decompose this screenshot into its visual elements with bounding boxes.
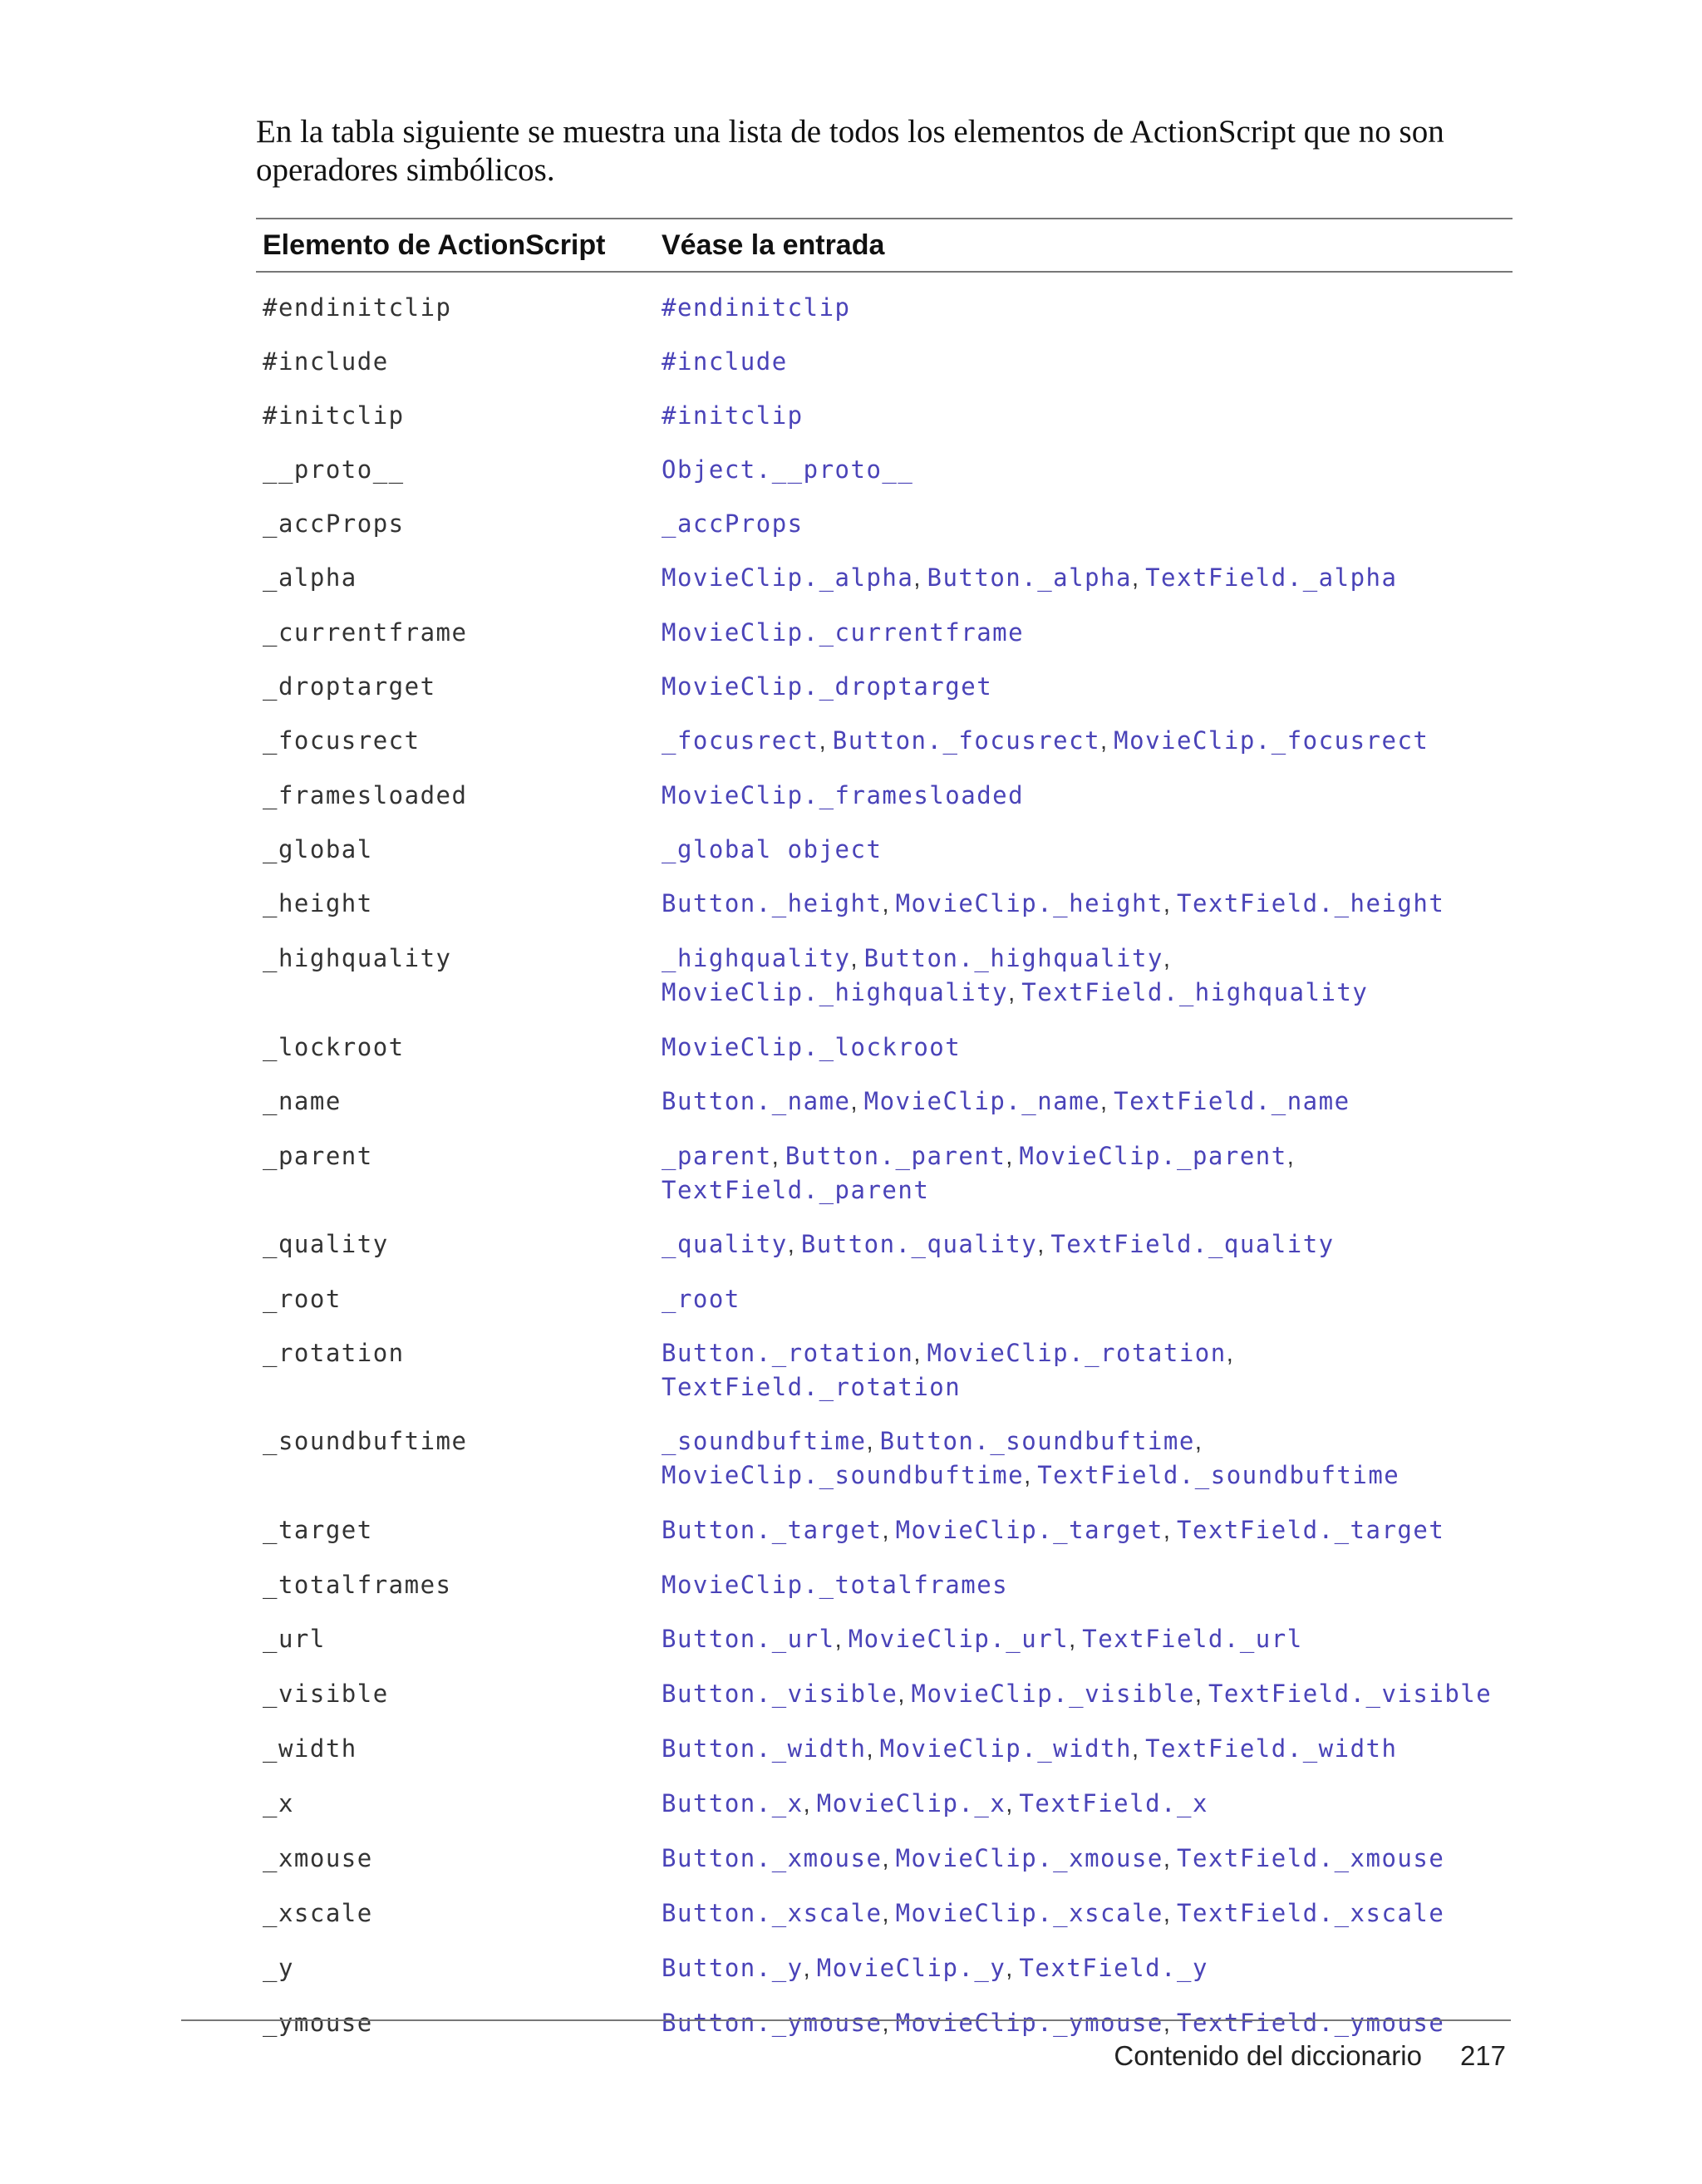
element-name-cell: _focusrect bbox=[263, 726, 421, 755]
element-name-cell: _root bbox=[263, 1285, 342, 1313]
entry-separator: , bbox=[1008, 980, 1022, 1006]
entry-link[interactable]: TextField._visible bbox=[1208, 1680, 1493, 1708]
element-name-cell: __proto__ bbox=[263, 455, 405, 484]
entry-separator: , bbox=[1194, 1681, 1208, 1708]
see-entry-cell bbox=[655, 291, 1513, 324]
entry-separator: , bbox=[850, 946, 864, 972]
see-entry-cell bbox=[655, 453, 1513, 486]
element-name-cell: _alpha bbox=[263, 563, 357, 592]
entry-link[interactable]: MovieClip._target bbox=[895, 1516, 1163, 1544]
entry-separator: , bbox=[787, 1232, 801, 1258]
entry-separator: , bbox=[771, 1144, 785, 1170]
entry-link[interactable]: _highquality bbox=[662, 944, 851, 972]
table-row bbox=[256, 769, 1513, 823]
entry-separator: , bbox=[803, 1791, 817, 1818]
entry-link[interactable]: Button._highquality bbox=[863, 944, 1163, 972]
entry-link[interactable]: MovieClip._soundbuftime bbox=[662, 1461, 1025, 1489]
entry-separator: , bbox=[1286, 1144, 1294, 1170]
table-row bbox=[256, 1503, 1513, 1558]
entry-link[interactable]: MovieClip._y bbox=[816, 1954, 1006, 1982]
see-entry-cell bbox=[655, 1227, 1513, 1262]
table-row bbox=[256, 551, 1513, 606]
entry-link[interactable]: MovieClip._totalframes bbox=[662, 1571, 1009, 1599]
entry-link[interactable]: MovieClip._name bbox=[863, 1087, 1101, 1115]
entry-link[interactable]: MovieClip._framesloaded bbox=[662, 781, 1025, 809]
element-name-cell: _x bbox=[263, 1789, 294, 1818]
table-row bbox=[256, 1414, 1513, 1503]
see-entry-cell bbox=[655, 670, 1513, 703]
entry-separator: , bbox=[1069, 1626, 1083, 1653]
table-row bbox=[256, 932, 1513, 1021]
entry-link[interactable]: TextField._highquality bbox=[1021, 978, 1369, 1006]
entry-separator: , bbox=[882, 2010, 896, 2037]
entry-link[interactable]: TextField._xscale bbox=[1177, 1899, 1445, 1927]
entry-link[interactable]: Button._height bbox=[662, 889, 883, 917]
entry-link[interactable]: #endinitclip bbox=[662, 293, 851, 322]
entry-link[interactable]: TextField._name bbox=[1114, 1087, 1350, 1115]
see-entry-cell bbox=[655, 1842, 1513, 1876]
entry-link[interactable]: Button._width bbox=[662, 1734, 867, 1763]
entry-separator: , bbox=[1131, 1736, 1146, 1763]
entry-separator: , bbox=[850, 1089, 864, 1115]
entry-separator: , bbox=[898, 1681, 912, 1708]
see-entry-cell bbox=[655, 1424, 1513, 1493]
entry-separator: , bbox=[1194, 1429, 1202, 1455]
entry-link[interactable]: TextField._url bbox=[1082, 1625, 1303, 1653]
entry-link[interactable]: TextField._rotation bbox=[662, 1373, 962, 1401]
element-name-cell: _global bbox=[263, 835, 373, 863]
entry-link[interactable]: #initclip bbox=[662, 401, 804, 430]
see-entry-cell bbox=[655, 724, 1513, 758]
entry-separator: , bbox=[803, 1955, 817, 1982]
entry-link[interactable]: Button._ymouse bbox=[662, 2009, 883, 2037]
see-entry-cell bbox=[655, 1622, 1513, 1656]
entry-separator: , bbox=[1100, 728, 1114, 755]
entry-link[interactable]: MovieClip._focusrect bbox=[1114, 726, 1429, 755]
element-name-cell: _quality bbox=[263, 1230, 389, 1258]
entry-link[interactable]: Object.__proto__ bbox=[662, 455, 914, 484]
see-entry-cell bbox=[655, 1282, 1513, 1316]
entry-separator: , bbox=[1163, 891, 1177, 917]
entry-separator: , bbox=[1100, 1089, 1114, 1115]
element-name-cell: _currentframe bbox=[263, 618, 468, 647]
entry-separator: , bbox=[1131, 565, 1146, 592]
entry-separator: , bbox=[1163, 1517, 1177, 1544]
element-name-cell: _lockroot bbox=[263, 1033, 405, 1061]
entry-link[interactable]: MovieClip._highquality bbox=[662, 978, 1009, 1006]
entry-link[interactable]: _parent bbox=[662, 1142, 772, 1170]
entry-separator: , bbox=[882, 1517, 896, 1544]
entry-link[interactable]: MovieClip._x bbox=[816, 1789, 1006, 1818]
entry-link[interactable]: _accProps bbox=[662, 509, 804, 538]
see-entry-cell bbox=[655, 1139, 1513, 1207]
table-row bbox=[256, 1722, 1513, 1777]
entry-link[interactable]: MovieClip._ymouse bbox=[895, 2009, 1163, 2037]
element-name-cell: #include bbox=[263, 347, 389, 376]
elements-table bbox=[256, 218, 1513, 2051]
entry-link[interactable]: MovieClip._droptarget bbox=[662, 672, 993, 701]
see-entry-cell bbox=[655, 616, 1513, 649]
page-number: 217 bbox=[1459, 2040, 1506, 2071]
see-entry-cell bbox=[655, 1336, 1513, 1404]
column-header-entry: Véase la entrada bbox=[662, 229, 885, 261]
element-name-cell: _xmouse bbox=[263, 1844, 373, 1872]
table-row bbox=[256, 389, 1513, 443]
table-row bbox=[256, 1667, 1513, 1722]
entry-link[interactable]: MovieClip._lockroot bbox=[662, 1033, 962, 1061]
entry-link[interactable]: _focusrect bbox=[662, 726, 819, 755]
entry-link[interactable]: Button._focusrect bbox=[832, 726, 1101, 755]
entry-link[interactable]: TextField._ymouse bbox=[1177, 2009, 1445, 2037]
entry-link[interactable]: Button._name bbox=[662, 1087, 851, 1115]
entry-separator: , bbox=[913, 565, 927, 592]
entry-separator: , bbox=[882, 1901, 896, 1927]
entry-link[interactable]: #include bbox=[662, 347, 788, 376]
table-row bbox=[256, 497, 1513, 551]
footer-section-title: Contenido del diccionario bbox=[1114, 2040, 1422, 2071]
table-row bbox=[256, 1612, 1513, 1667]
entry-separator: , bbox=[882, 891, 896, 917]
entry-link[interactable]: Button._parent bbox=[785, 1142, 1006, 1170]
element-name-cell: _framesloaded bbox=[263, 781, 468, 809]
element-name-cell: _url bbox=[263, 1625, 326, 1653]
element-name-cell: _y bbox=[263, 1954, 294, 1982]
see-entry-cell bbox=[655, 1031, 1513, 1064]
element-name-cell: _accProps bbox=[263, 509, 405, 538]
table-row bbox=[256, 1217, 1513, 1272]
see-entry-cell bbox=[655, 833, 1513, 866]
entry-separator: , bbox=[834, 1626, 849, 1653]
column-header-element: Elemento de ActionScript bbox=[263, 229, 606, 261]
entry-separator: , bbox=[913, 1340, 927, 1367]
table-row bbox=[256, 606, 1513, 660]
element-name-cell: _height bbox=[263, 889, 373, 917]
table-row bbox=[256, 335, 1513, 389]
entry-link[interactable]: TextField._target bbox=[1177, 1516, 1445, 1544]
see-entry-cell bbox=[655, 1896, 1513, 1931]
see-entry-cell bbox=[655, 507, 1513, 540]
entry-link[interactable]: MovieClip._parent bbox=[1019, 1142, 1287, 1170]
table-row bbox=[256, 877, 1513, 932]
entry-link[interactable]: TextField._y bbox=[1019, 1954, 1208, 1982]
see-entry-cell bbox=[655, 1677, 1513, 1711]
footer-rule bbox=[181, 2019, 1511, 2021]
see-entry-cell bbox=[655, 399, 1513, 432]
table-row bbox=[256, 443, 1513, 497]
element-name-cell: _target bbox=[263, 1516, 373, 1544]
table-row bbox=[256, 1326, 1513, 1414]
entry-link[interactable]: Button._x bbox=[662, 1789, 804, 1818]
entry-separator: , bbox=[882, 1846, 896, 1872]
entry-link[interactable]: Button._target bbox=[662, 1516, 883, 1544]
table-row bbox=[256, 1886, 1513, 1941]
element-name-cell: _ymouse bbox=[263, 2009, 373, 2037]
see-entry-cell bbox=[655, 1732, 1513, 1766]
table-row bbox=[256, 714, 1513, 769]
table-row bbox=[256, 1272, 1513, 1326]
table-row bbox=[256, 660, 1513, 714]
element-name-cell: _highquality bbox=[263, 944, 452, 972]
entry-link[interactable]: TextField._width bbox=[1145, 1734, 1398, 1763]
entry-link[interactable]: TextField._height bbox=[1177, 889, 1445, 917]
entry-separator: , bbox=[1006, 1955, 1020, 1982]
entry-link[interactable]: MovieClip._xmouse bbox=[895, 1844, 1163, 1872]
see-entry-cell bbox=[655, 345, 1513, 378]
entry-separator: , bbox=[1006, 1791, 1020, 1818]
entry-link[interactable]: MovieClip._currentframe bbox=[662, 618, 1025, 647]
element-name-cell: _name bbox=[263, 1087, 342, 1115]
element-name-cell: _rotation bbox=[263, 1339, 405, 1367]
entry-link[interactable]: TextField._x bbox=[1019, 1789, 1208, 1818]
entry-separator: , bbox=[1163, 1901, 1177, 1927]
entry-link[interactable]: Button._xscale bbox=[662, 1899, 883, 1927]
table-row bbox=[256, 1941, 1513, 1996]
see-entry-cell bbox=[655, 561, 1513, 595]
see-entry-cell bbox=[655, 1513, 1513, 1547]
table-body bbox=[256, 273, 1513, 2051]
table-row bbox=[256, 1129, 1513, 1217]
entry-link[interactable]: _root bbox=[662, 1285, 740, 1313]
entry-link[interactable]: Button._url bbox=[662, 1625, 835, 1653]
entry-separator: , bbox=[1226, 1340, 1233, 1367]
entry-link[interactable]: TextField._quality bbox=[1050, 1230, 1335, 1258]
entry-link[interactable]: Button._xmouse bbox=[662, 1844, 883, 1872]
element-name-cell: _xscale bbox=[263, 1899, 373, 1927]
see-entry-cell bbox=[655, 1787, 1513, 1821]
element-name-cell: _soundbuftime bbox=[263, 1427, 468, 1455]
entry-link[interactable]: MovieClip._width bbox=[879, 1734, 1132, 1763]
entry-link[interactable]: Button._y bbox=[662, 1954, 804, 1982]
see-entry-cell bbox=[655, 2006, 1513, 2040]
entry-separator: , bbox=[1024, 1463, 1038, 1489]
entry-link[interactable]: Button._alpha bbox=[927, 563, 1132, 592]
see-entry-cell bbox=[655, 887, 1513, 921]
element-name-cell: _totalframes bbox=[263, 1571, 452, 1599]
entry-link[interactable]: _global object bbox=[662, 835, 883, 863]
entry-separator: , bbox=[866, 1429, 880, 1455]
entry-link[interactable]: TextField._parent bbox=[662, 1176, 930, 1204]
element-name-cell: _width bbox=[263, 1734, 357, 1763]
entry-link[interactable]: _quality bbox=[662, 1230, 788, 1258]
entry-separator: , bbox=[1163, 1846, 1177, 1872]
entry-separator: , bbox=[1037, 1232, 1051, 1258]
page-footer bbox=[1114, 2040, 1506, 2072]
entry-separator: , bbox=[866, 1736, 880, 1763]
element-name-cell: #initclip bbox=[263, 401, 405, 430]
table-row bbox=[256, 1832, 1513, 1886]
entry-link[interactable]: MovieClip._url bbox=[848, 1625, 1070, 1653]
entry-link[interactable]: MovieClip._visible bbox=[911, 1680, 1195, 1708]
see-entry-cell bbox=[655, 942, 1513, 1010]
entry-link[interactable]: TextField._xmouse bbox=[1177, 1844, 1445, 1872]
entry-link[interactable]: Button._visible bbox=[662, 1680, 898, 1708]
entry-link[interactable]: Button._soundbuftime bbox=[879, 1427, 1195, 1455]
entry-separator: , bbox=[819, 728, 833, 755]
entry-link[interactable]: MovieClip._alpha bbox=[662, 563, 914, 592]
element-name-cell: _visible bbox=[263, 1680, 389, 1708]
entry-link[interactable]: Button._rotation bbox=[662, 1339, 914, 1367]
see-entry-cell bbox=[655, 1951, 1513, 1985]
element-name-cell: #endinitclip bbox=[263, 293, 452, 322]
entry-link[interactable]: TextField._alpha bbox=[1145, 563, 1398, 592]
table-row bbox=[256, 823, 1513, 877]
entry-link[interactable]: _soundbuftime bbox=[662, 1427, 867, 1455]
element-name-cell: _droptarget bbox=[263, 672, 436, 701]
entry-separator: , bbox=[1163, 2010, 1177, 2037]
see-entry-cell bbox=[655, 1568, 1513, 1601]
table-row bbox=[256, 1558, 1513, 1612]
entry-separator: , bbox=[1163, 946, 1170, 972]
see-entry-cell bbox=[655, 779, 1513, 812]
entry-link[interactable]: MovieClip._xscale bbox=[895, 1899, 1163, 1927]
element-name-cell: _parent bbox=[263, 1142, 373, 1170]
entry-separator: , bbox=[1006, 1144, 1020, 1170]
table-row bbox=[256, 1075, 1513, 1129]
table-row bbox=[256, 1777, 1513, 1832]
see-entry-cell bbox=[655, 1085, 1513, 1119]
entry-link[interactable]: TextField._soundbuftime bbox=[1037, 1461, 1400, 1489]
intro-paragraph: En la tabla siguiente se muestra una lista de todos los elementos de ActionScript que no son operadores simbólicos. bbox=[256, 114, 1444, 188]
entry-link[interactable]: MovieClip._height bbox=[895, 889, 1163, 917]
entry-link[interactable]: Button._quality bbox=[800, 1230, 1038, 1258]
entry-link[interactable]: MovieClip._rotation bbox=[927, 1339, 1227, 1367]
table-row bbox=[256, 1021, 1513, 1075]
table-row bbox=[256, 281, 1513, 335]
table-header bbox=[256, 219, 1513, 273]
